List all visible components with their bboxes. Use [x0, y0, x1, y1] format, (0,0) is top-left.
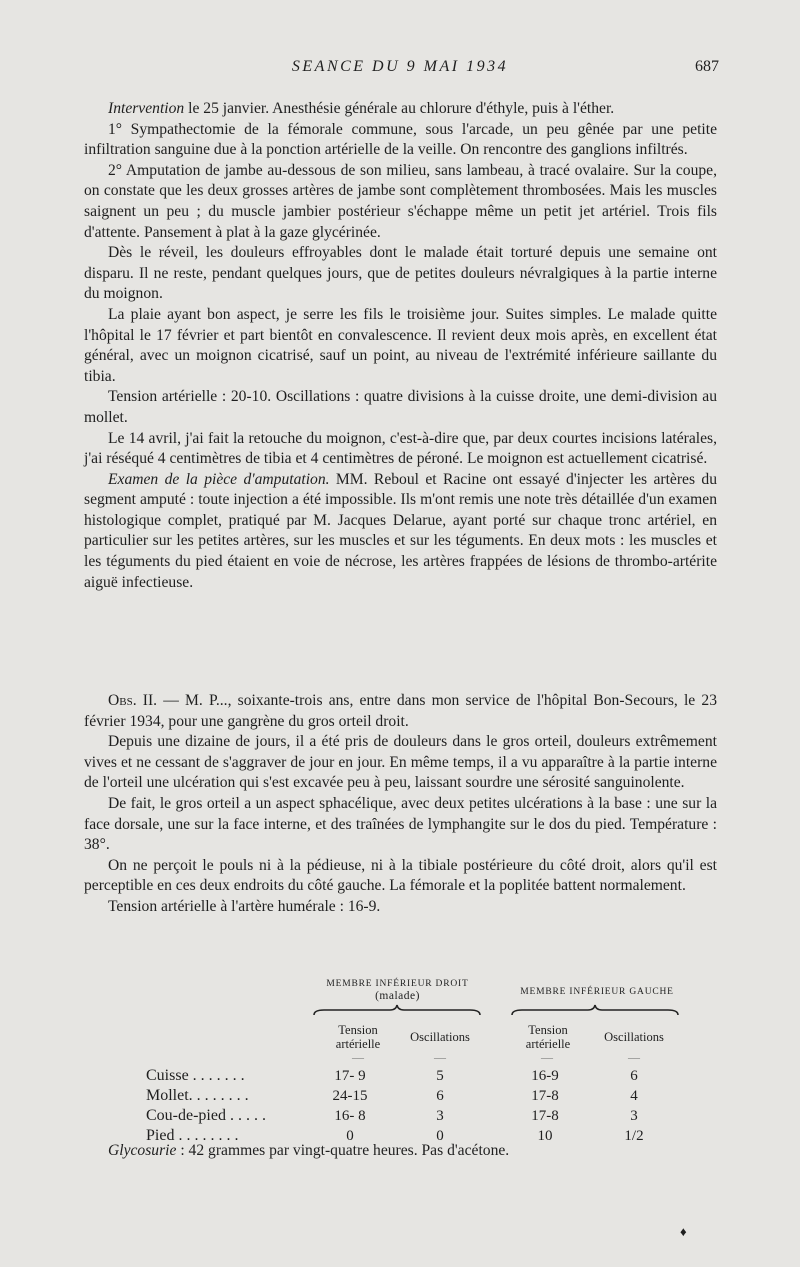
group-header-right-line1: MEMBRE INFÉRIEUR DROIT: [326, 979, 469, 989]
header-dash: —: [352, 1050, 364, 1064]
cell-tension-right: 17- 9: [334, 1068, 366, 1084]
observation-label: Obs. II.: [108, 692, 158, 709]
running-title: SEANCE DU 9 MAI 1934: [291, 58, 509, 75]
cell-osc-left: 4: [630, 1088, 638, 1104]
paragraph-lead: Intervention: [108, 100, 185, 117]
row-label: Cuisse . . . . . . .: [146, 1067, 245, 1084]
paragraph: [84, 691, 717, 732]
header-dash: —: [434, 1050, 446, 1064]
cell-osc-left: 1/2: [624, 1128, 644, 1144]
body-text-lower: [84, 691, 717, 918]
paragraph: De fait, le gros orteil a un aspect sphacélique, avec deux petites ulcérations à la base : une sur la face dorsale, une sur la face interne, et des traînées de lymphangite sur le dos du pied. Température : 38°.: [84, 794, 717, 854]
col-header-line: artérielle: [335, 1037, 381, 1051]
paragraph: Dès le réveil, les douleurs effroyables dont le malade était torturé depuis une semaine ont disparu. Il ne reste, pendant quelques jours, que de petites douleurs névralgiques à la partie interne du moignon.: [84, 244, 717, 303]
paragraph-text: le 25 janvier. Anesthésie générale au chlorure d'éthyle, puis à l'éther.: [184, 100, 615, 117]
paragraph: Le 14 avril, j'ai fait la retouche du moignon, c'est-à-dire que, par deux courtes incisions latérales, j'ai réséqué 4 centimètres de tibia et 4 centimètres de péroné. Le moignon est actuellement cicatrisé.: [84, 429, 717, 468]
cell-tension-left: 17-8: [531, 1108, 559, 1124]
footer-text: : 42 grammes par vingt-quatre heures. Pas d'acétone.: [176, 1142, 510, 1159]
header-dash: —: [628, 1050, 640, 1064]
row-label: Mollet. . . . . . . .: [146, 1087, 249, 1104]
paragraph: La plaie ayant bon aspect, je serre les fils le troisième jour. Suites simples. Le malade quitte l'hôpital le 17 février et part bientôt en convalescence. Il revient deux mois après, en excellent état général, avec un moignon cicatrisé, sauf un point, au niveau de l'extrémité inférieure saillante du tibia.: [84, 305, 717, 385]
col-header-line: artérielle: [525, 1037, 571, 1051]
row-label: Pied . . . . . . . .: [146, 1127, 239, 1144]
col-header-tension-right: [318, 1023, 398, 1051]
cell-osc-right: 6: [436, 1088, 444, 1104]
cell-osc-right: 0: [436, 1128, 444, 1144]
group-header-right-line2: (malade): [375, 990, 420, 1002]
paragraph: Tension artérielle : 20-10. Oscillations : quatre divisions à la cuisse droite, une demi-division au mollet.: [84, 388, 717, 426]
cell-tension-right: 24-15: [332, 1088, 368, 1104]
header-dash: —: [541, 1050, 553, 1064]
cell-osc-right: 5: [436, 1068, 444, 1084]
paragraph-text: — M. P..., soixante-trois ans, entre dans mon service de l'hôpital Bon-Secours, le 23 février 1934, pour une gangrène du gros orteil droit.: [84, 692, 717, 730]
cell-osc-left: 6: [630, 1068, 638, 1084]
col-header-tension-left: [508, 1023, 588, 1051]
footer-lead: Glycosurie: [108, 1142, 177, 1159]
col-header-osc-right: Oscillations: [410, 1030, 470, 1044]
paragraph-text: MM. Reboul et Racine ont essayé d'injecter les artères du segment amputé : toute injection a été impossible. Ils m'ont remis une note très détaillée d'un examen histologique complet, pratiqué par M. Jacques Delarue, ayant porté sur chaque tronc artériel, en particulier sur les petites artères, sur les muscles et sur les téguments. En deux mots : les muscles et les téguments du pied étaient en voie de nécrose, les artères frappées de lésions de thrombo-artérite aiguë infectieuse.: [84, 470, 717, 591]
brace-left-group: [510, 1004, 680, 1018]
paragraph: On ne perçoit le pouls ni à la pédieuse, ni à la tibiale postérieure du côté droit, alors qu'il est perceptible en ces deux endroits du côté gauche. La fémorale et la poplitée battent normalement.: [84, 856, 717, 895]
brace-right-group: [312, 1004, 482, 1018]
col-header-osc-left: Oscillations: [604, 1030, 664, 1044]
paragraph: [84, 99, 717, 120]
cell-tension-left: 10: [537, 1128, 553, 1144]
col-header-line: Tension: [338, 1023, 378, 1037]
cell-tension-right: 16- 8: [334, 1108, 366, 1124]
cell-tension-right: 0: [346, 1128, 354, 1144]
page-header: [0, 58, 800, 82]
group-header-right: [305, 978, 490, 1002]
cell-tension-left: 17-8: [531, 1088, 559, 1104]
group-header-left: MEMBRE INFÉRIEUR GAUCHE: [520, 987, 674, 997]
footer-note: [108, 1142, 509, 1160]
cell-osc-right: 3: [436, 1108, 444, 1124]
cell-osc-left: 3: [630, 1108, 638, 1124]
paragraph: [84, 470, 717, 594]
row-label: Cou-de-pied . . . . .: [146, 1107, 266, 1124]
col-header-line: Tension: [528, 1023, 568, 1037]
corner-mark: ♦: [680, 1224, 687, 1239]
page-number: 687: [695, 58, 719, 75]
body-text-upper: [84, 99, 717, 593]
paragraph-lead: Examen de la pièce d'amputation.: [108, 470, 330, 488]
cell-tension-left: 16-9: [531, 1068, 559, 1084]
paragraph: 1° Sympathectomie de la fémorale commune, sous l'arcade, un peu gênée par une petite infiltration sanguine due à la ponction artérielle de la veille. On rencontre des ganglions infiltrés.: [84, 120, 717, 159]
paragraph: 2° Amputation de jambe au-dessous de son milieu, sans lambeau, à tracé ovalaire. Sur la coupe, on constate que les deux grosses artères de jambe sont complètement thrombosées. Mais les muscles saignent un peu ; du muscle jambier postérieur s'échappe même un petit jet artériel. Trois fils d'attente. Pansement à plat à la gaze glycérinée.: [84, 161, 717, 241]
paragraph: Tension artérielle à l'artère humérale : 16-9.: [108, 897, 381, 915]
paragraph: Depuis une dizaine de jours, il a été pris de douleurs dans le gros orteil, douleurs extrêmement vives et ne cessant de s'aggraver de jour en jour. En même temps, il a vu apparaître à la partie interne de l'orteil une ulcération qui s'est excavée peu à peu, laissant sourdre une sérosité sanguinolente.: [84, 733, 717, 792]
